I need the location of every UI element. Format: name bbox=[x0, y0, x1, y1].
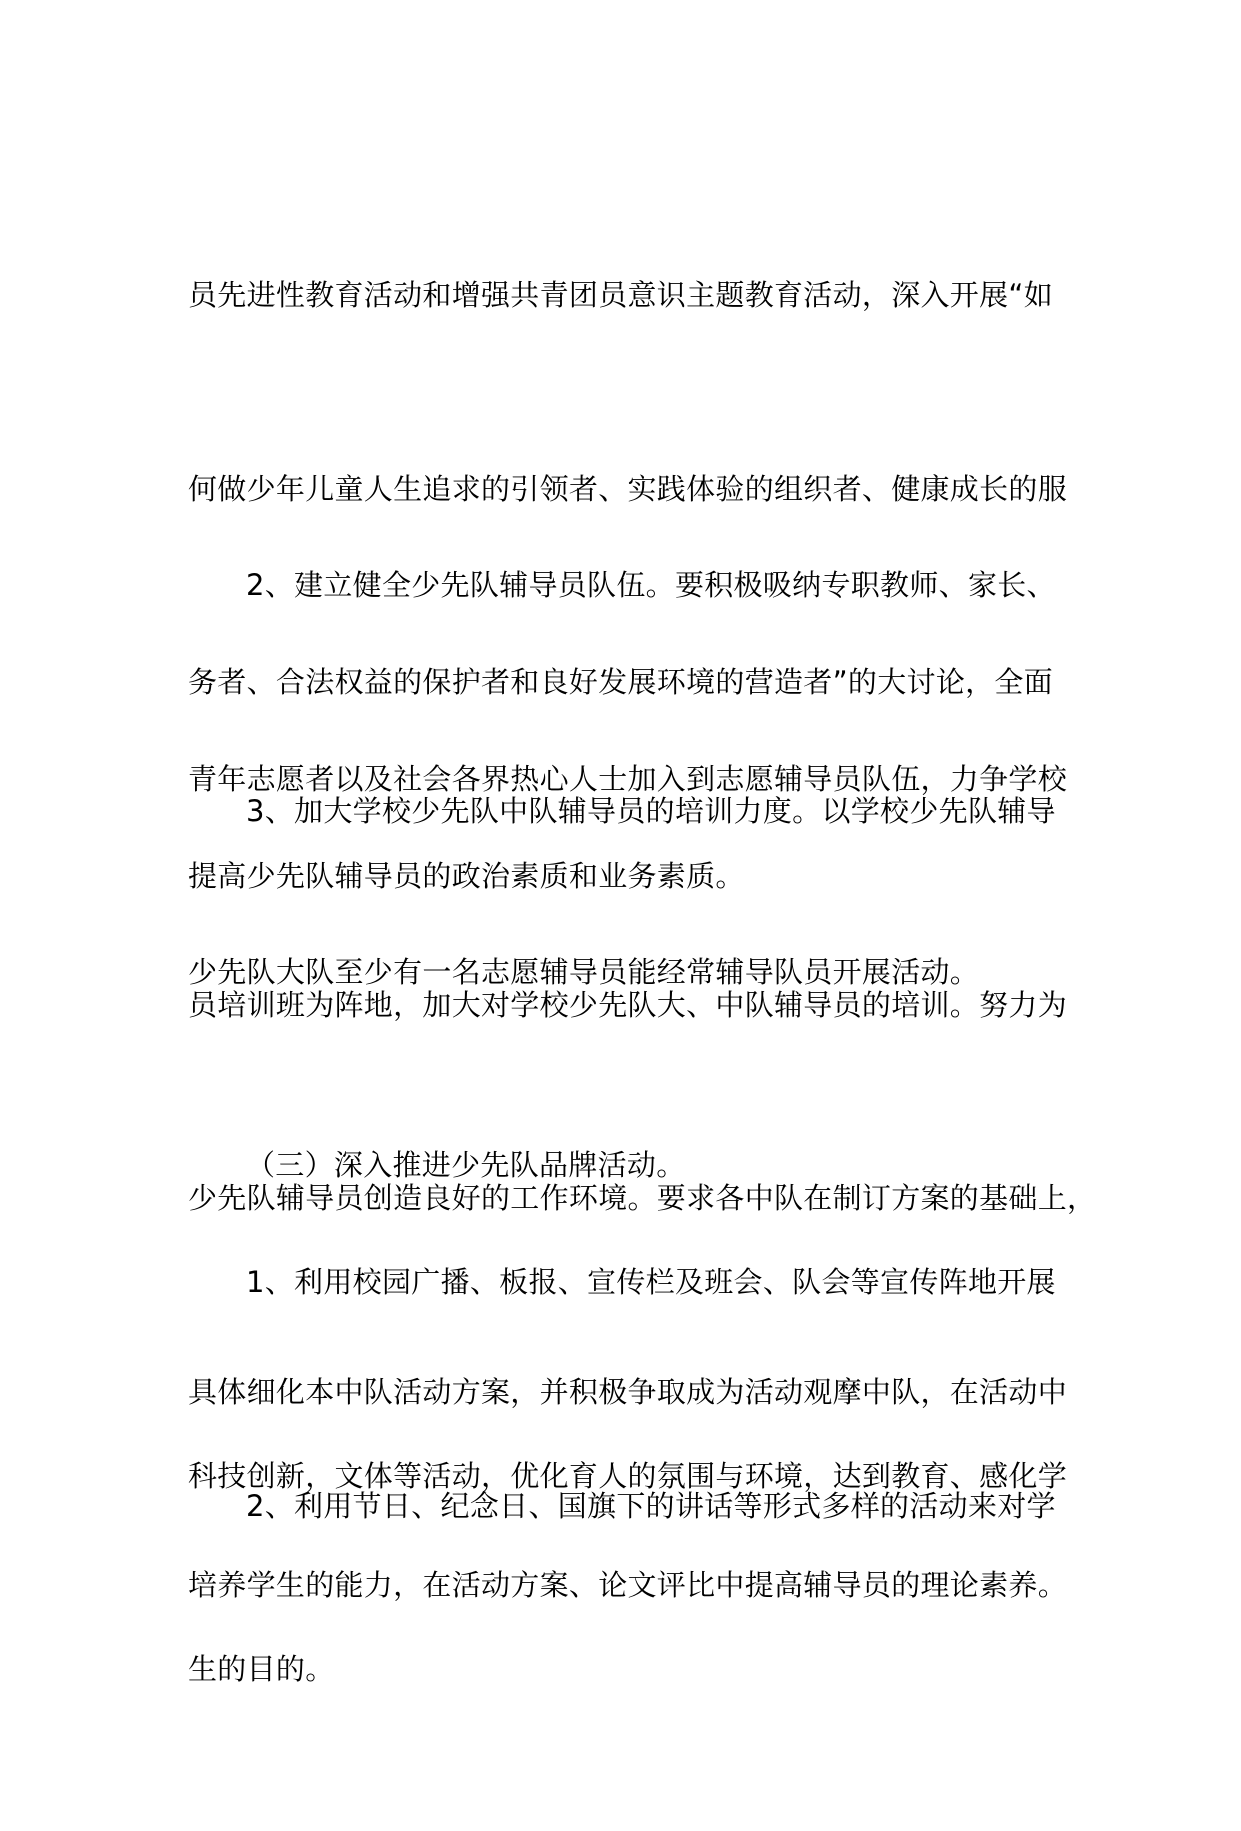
paragraph-line: 生的目的。 bbox=[188, 1652, 335, 1686]
paragraph-line: 务者、合法权益的保护者和良好发展环境的营造者”的大讨论，全面 bbox=[188, 665, 1054, 699]
paragraph-line: 2、利用节日、纪念日、国旗下的讲话等形式多样的活动来对学 bbox=[246, 1489, 1056, 1523]
paragraph-line: 科技创新，文体等活动，优化育人的氛围与环境，达到教育、感化学 bbox=[188, 1458, 1068, 1493]
paragraph-line: 何做少年儿童人生追求的引领者、实践体验的组织者、健康成长的服 bbox=[188, 471, 1068, 506]
paragraph-line: 少先队大队至少有一名志愿辅导员能经常辅导队员开展活动。 bbox=[188, 955, 980, 989]
paragraph-line: 1、利用校园广播、板报、宣传栏及班会、队会等宣传阵地开展 bbox=[246, 1265, 1056, 1299]
paragraph-line: 员先进性教育活动和增强共青团员意识主题教育活动，深入开展“如 bbox=[188, 278, 1054, 312]
paragraph-line: 3、加大学校少先队中队辅导员的培训力度。以学校少先队辅导 bbox=[246, 794, 1056, 828]
section-heading-text: （三）深入推进少先队品牌活动。 bbox=[246, 1148, 686, 1182]
paragraph-line: 培养学生的能力，在活动方案、论文评比中提高辅导员的理论素养。 bbox=[188, 1568, 1068, 1602]
paragraph-line: 2、建立健全少先队辅导员队伍。要积极吸纳专职教师、家长、 bbox=[246, 568, 1056, 602]
paragraph-line: 提高少先队辅导员的政治素质和业务素质。 bbox=[188, 858, 745, 893]
paragraph-line: 具体细化本中队活动方案，并积极争取成为活动观摩中队，在活动中 bbox=[188, 1374, 1068, 1409]
paragraph-line: 少先队辅导员创造良好的工作环境。要求各中队在制订方案的基础上， bbox=[188, 1181, 1097, 1215]
paragraph-5 bbox=[188, 1345, 1068, 1668]
paragraph-line: 员培训班为阵地，加大对学校少先队大、中队辅导员的培训。努力为 bbox=[188, 987, 1068, 1022]
paragraph-line: 青年志愿者以及社会各界热心人士加入到志愿辅导员队伍，力争学校 bbox=[188, 761, 1068, 796]
